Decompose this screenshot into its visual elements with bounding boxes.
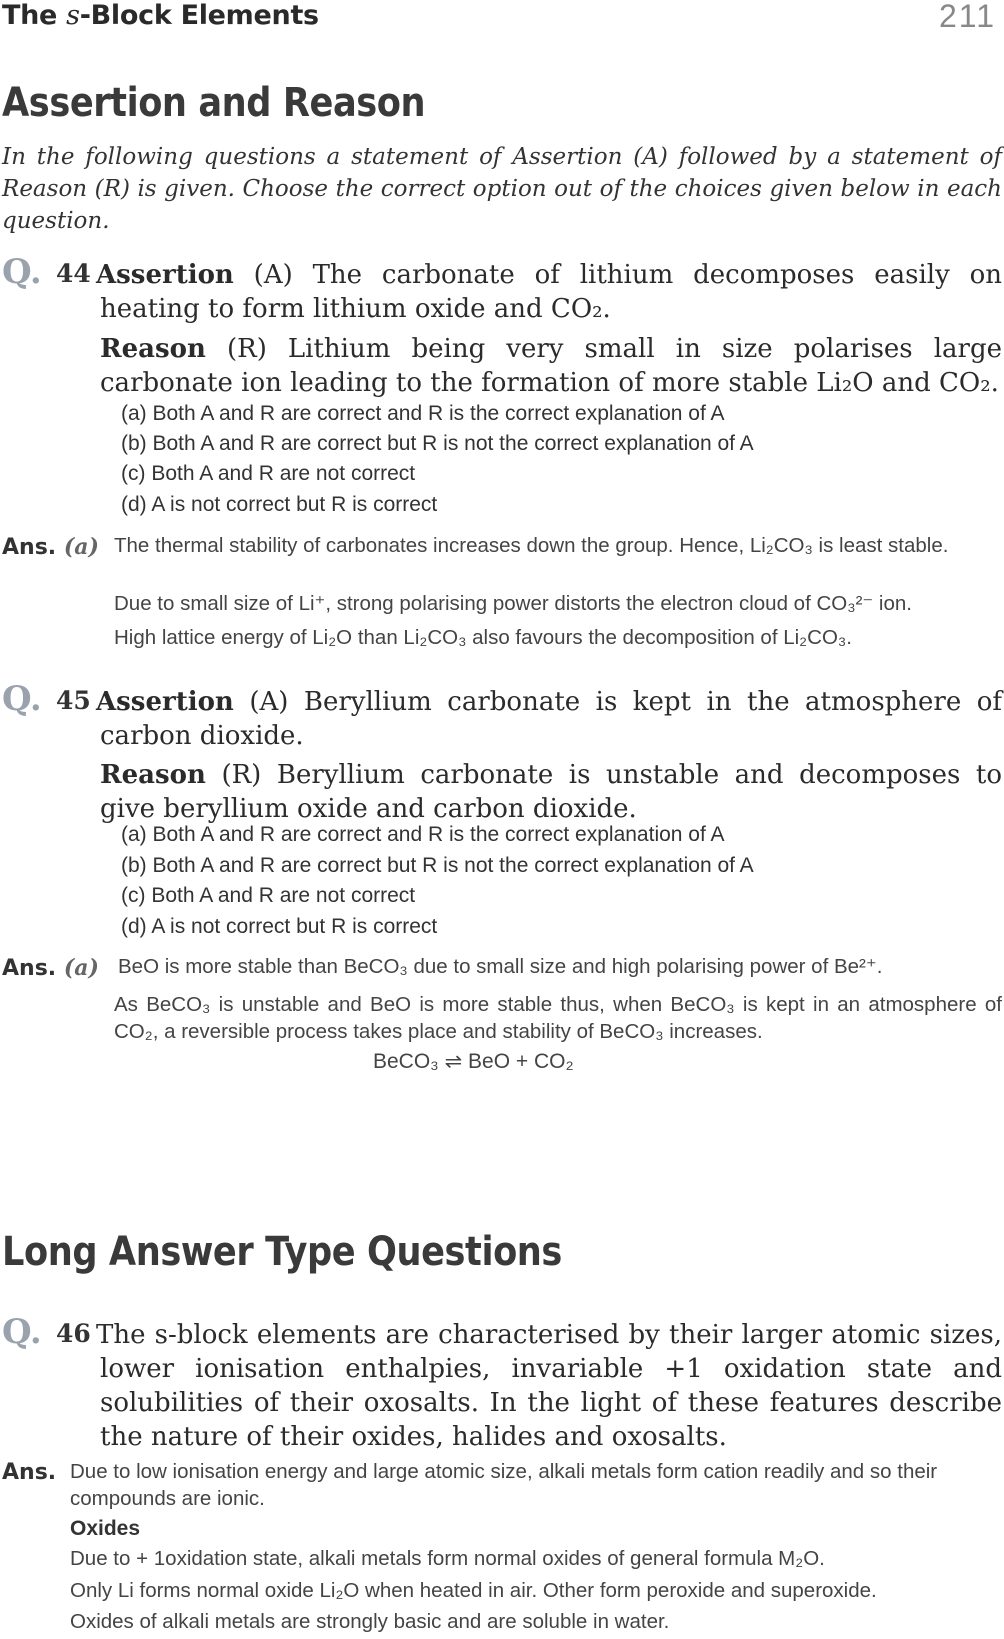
q45-answer-label — [2, 955, 99, 981]
oxides-heading: Oxides — [70, 1517, 141, 1540]
running-header — [2, 0, 319, 31]
question-mark-icon: Q. — [2, 679, 42, 719]
assertion-text: (A) Beryllium carbonate is kept in the atmosphere of carbon dioxide. — [100, 687, 1002, 751]
q45-option-d: (d) A is not correct but R is correct — [121, 915, 438, 938]
question-mark-icon: Q. — [2, 1312, 42, 1352]
q44-option-d: (d) A is not correct but R is correct — [121, 493, 438, 516]
q46-answer-intro: Due to low ionisation energy and large atomic size, alkali metals form cation readily and so their compounds are ionic. — [70, 1460, 938, 1510]
reason-label: Reason — [100, 334, 206, 364]
oxides-line-3: Oxides of alkali metals are strongly basic and are soluble in water. — [70, 1610, 670, 1633]
section-title-long-answer: Long Answer Type Questions — [2, 1229, 562, 1275]
answer-letter: (a) — [63, 534, 99, 560]
answer-label: Ans. — [2, 535, 57, 560]
q44-reason — [100, 332, 1002, 400]
q44-option-c: (c) Both A and R are not correct — [121, 462, 416, 485]
page-number: 211 — [938, 0, 996, 34]
q44-answer-line-3: High lattice energy of Li₂O than Li₂CO₃ also favours the decomposition of Li₂CO₃. — [114, 626, 852, 649]
q44-answer-line-1: The thermal stability of carbonates increases down the group. Hence, Li₂CO₃ is least stable. — [114, 534, 949, 557]
assertion-label: Assertion — [96, 260, 234, 290]
question-mark-icon: Q. — [2, 252, 42, 292]
oxides-line-1: Due to + 1oxidation state, alkali metals form normal oxides of general formula M₂O. — [70, 1547, 825, 1570]
question-number: 44 — [56, 259, 91, 288]
q46-question: The s-block elements are characterised by their larger atomic sizes, lower ionisation enthalpies, invariable +1 oxidation state and solubilities of their oxosalts. In the light of these features describe the nature of their oxides, halides and oxosalts. — [96, 1320, 1002, 1452]
q44-answer-label — [2, 534, 99, 560]
reason-text: (R) Beryllium carbonate is unstable and decomposes to give beryllium oxide and carbon dioxide. — [100, 760, 1002, 824]
running-header-prefix: The — [2, 0, 67, 31]
q46-answer-label: Ans. — [2, 1460, 57, 1485]
answer-letter: (a) — [63, 955, 99, 981]
section-title-assertion-reason: Assertion and Reason — [2, 80, 426, 126]
answer-label: Ans. — [2, 956, 57, 981]
q44-option-a: (a) Both A and R are correct and R is the correct explanation of A — [121, 402, 725, 425]
q44-option-b: (b) Both A and R are correct but R is not the correct explanation of A — [121, 432, 754, 455]
q45-option-a: (a) Both A and R are correct and R is the correct explanation of A — [121, 823, 725, 846]
question-number: 45 — [56, 686, 91, 715]
q45-answer-line-1: BeO is more stable than BeCO₃ due to small size and high polarising power of Be²⁺. — [118, 955, 883, 978]
assertion-text: (A) The carbonate of lithium decomposes easily on heating to form lithium oxide and CO₂. — [100, 260, 1002, 324]
q44-assertion — [96, 258, 1002, 326]
reason-label: Reason — [100, 760, 206, 790]
q45-assertion — [96, 685, 1002, 753]
oxides-line-2: Only Li forms normal oxide Li₂O when heated in air. Other form peroxide and superoxide. — [70, 1579, 877, 1602]
q45-option-b: (b) Both A and R are correct but R is not the correct explanation of A — [121, 854, 754, 877]
running-header-italic: s — [66, 0, 80, 31]
q45-answer-line-2: As BeCO₃ is unstable and BeO is more stable thus, when BeCO₃ is kept in an atmosphere of CO₂, a reversible process takes place and stability of BeCO₃ increases. — [114, 993, 1002, 1043]
q45-reason — [100, 758, 1002, 826]
assertion-label: Assertion — [96, 687, 234, 717]
q44-answer-line-2: Due to small size of Li⁺, strong polarising power distorts the electron cloud of CO₃²⁻ ion. — [114, 592, 912, 615]
running-header-suffix: -Block Elements — [79, 0, 319, 31]
reason-text: (R) Lithium being very small in size polarises large carbonate ion leading to the formation of more stable Li₂O and CO₂. — [100, 334, 1002, 398]
section-instructions: In the following questions a statement of Assertion (A) followed by a statement of Reason (R) is given. Choose the correct option out of the choices given below in each question. — [2, 144, 1002, 234]
q45-option-c: (c) Both A and R are not correct — [121, 884, 416, 907]
question-number: 46 — [56, 1319, 91, 1348]
chemical-equation: BeCO₃ ⇌ BeO + CO₂ — [373, 1050, 574, 1073]
